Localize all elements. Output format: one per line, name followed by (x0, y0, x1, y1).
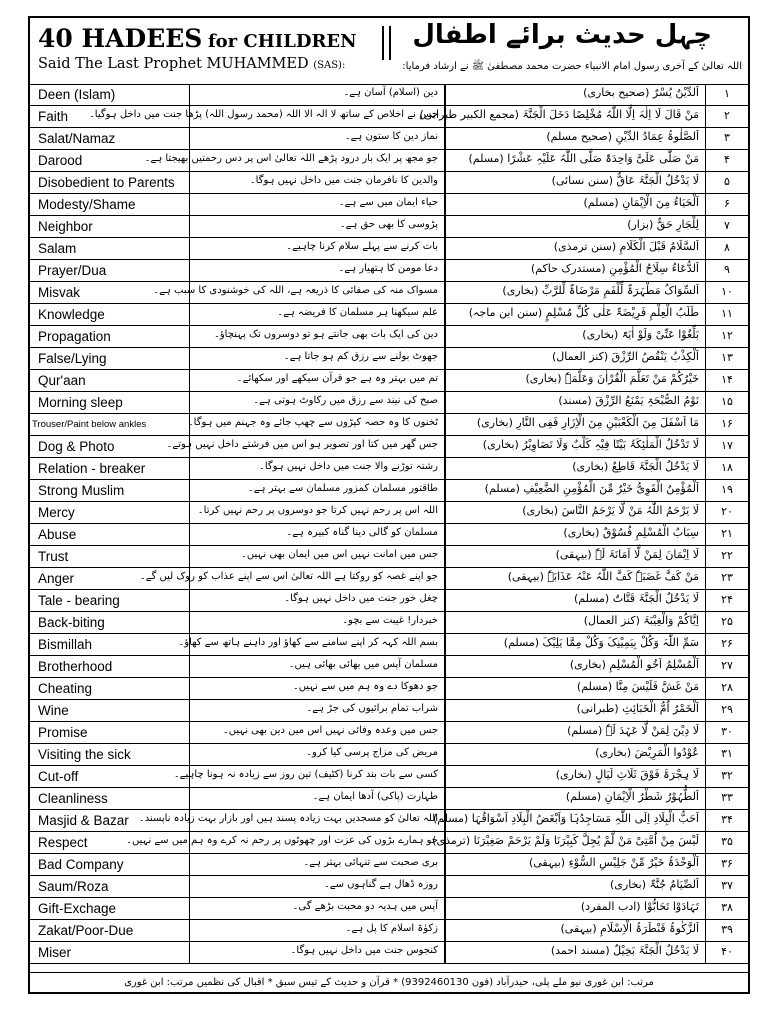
hadees-arabic: اَلزَّکٰوۃُ قَنْطَرَۃُ الْاِسْلَامِ (بیہقی) (446, 920, 706, 941)
topic-english: Faith (30, 106, 190, 127)
table-row (30, 524, 748, 546)
hadees-number: ۳۱ (721, 747, 733, 760)
hadees-number: ۳۴ (721, 813, 733, 826)
topic-english: Deen (Islam) (30, 84, 190, 105)
topic-english: Anger (30, 568, 190, 589)
topic-english: Miser (30, 942, 190, 963)
hadees-arabic: لَا یَدْخُلُ الْجَنَّۃَ قَاطِعٌ (بخاری) (446, 458, 706, 479)
table-row (30, 722, 748, 744)
topic-english: Darood (30, 150, 190, 171)
hadees-number: ۳۰ (721, 725, 733, 738)
topic-english: Cut-off (30, 766, 190, 787)
topic-english: Back-biting (30, 612, 190, 633)
topic-english: Masjid & Bazar (30, 810, 190, 831)
subtitle-sas: (SAS): (313, 60, 346, 71)
hadees-arabic: مَا اَسْفَلَ مِنَ الْکَعْبَیْنِ مِنَ الْاِزَارِ فَفِی النَّارِ (بخاری) (446, 414, 706, 435)
table-row (30, 898, 748, 920)
hadees-number: ۲۳ (721, 571, 733, 584)
table-row (30, 810, 748, 832)
topic-english: Cheating (30, 678, 190, 699)
table-row (30, 392, 748, 414)
table-row (30, 282, 748, 304)
table-row (30, 128, 748, 150)
hadees-number: ۱۱ (721, 307, 733, 320)
page-title (38, 24, 357, 53)
hadees-arabic: اِیَّاکُمْ وَالْغِیْبَۃَ (کنز العمال) (446, 612, 706, 633)
title-main: 40 HADEES (38, 24, 203, 53)
hadees-arabic: لَا دِیْنَ لِمَنْ لَّا عَہْدَ لَہٗ (مسلم) (446, 722, 706, 743)
hadees-sheet (28, 16, 750, 994)
translation-urdu: جس میں وعدہ وفائی نہیں اس میں دین بھی نہیں۔ (190, 722, 446, 743)
hadees-number: ۱ (724, 87, 730, 100)
sheet-header (30, 18, 748, 85)
table-row (30, 788, 748, 810)
hadees-arabic: اَحَبُّ الْبِلَادِ اِلَی اللّٰہِ مَسَاجِدُہَا وَاَبْغَضُ الْبِلَادِ اَسْوَاقُہَا (مسلم) (446, 810, 706, 831)
topic-english: Cleanliness (30, 788, 190, 809)
hadees-arabic: عُوْدُوا الْمَرِیْضَ (بخاری) (446, 744, 706, 765)
translation-urdu: کسی سے بات بند کرنا (کٹیف) تین روز سے زیادہ نہ ہونا چاہیے۔ (190, 766, 446, 787)
hadees-arabic: اَلسِّوَاکُ مَطْہَرَۃٌ لِّلْفَمِ مَرْضَاۃٌ لِّلرَّبِّ (بخاری) (446, 282, 706, 303)
hadees-number: ۲۵ (721, 615, 733, 628)
hadees-number: ۲ (724, 109, 730, 122)
table-row (30, 458, 748, 480)
table-row (30, 304, 748, 326)
translation-urdu: مریض کی مزاج پرسی کیا کرو۔ (190, 744, 446, 765)
table-row (30, 414, 748, 436)
topic-english: Wine (30, 700, 190, 721)
table-row (30, 150, 748, 172)
table-row (30, 480, 748, 502)
topic-english: Propagation (30, 326, 190, 347)
translation-urdu: آپس میں ہدیہ دو محبت بڑھے گی۔ (190, 898, 446, 919)
hadees-arabic: بَلِّغُوْا عَنِّیْ وَلَوْ اٰیَۃً (بخاری) (446, 326, 706, 347)
hadees-arabic: سَمِّ اللّٰہَ وَکُلْ بِیَمِیْنِکَ وَکُلْ مِمَّا یَلِیْکَ (مسلم) (446, 634, 706, 655)
hadees-arabic: اَلسَّلَامُ قَبْلَ الْکَلَامِ (سنن ترمذی) (446, 238, 706, 259)
hadees-number: ۲۱ (721, 527, 733, 540)
translation-urdu: والدین کا نافرمان جنت میں داخل نہیں ہوگا۔ (190, 172, 446, 193)
translation-urdu: مسواک منہ کی صفائی کا ذریعہ ہے، اللہ کی خوشنودی کا سبب ہے۔ (190, 282, 446, 303)
hadees-number: ۳۸ (721, 901, 733, 914)
hadees-arabic: اَلْمُؤْمِنُ الْقَوِیُّ خَیْرٌ مِّنَ الْمُؤْمِنِ الضَّعِیْفِ (مسلم) (446, 480, 706, 501)
translation-urdu: جس میں امانت نہیں اس میں ایمان بھی نہیں۔ (190, 546, 446, 567)
topic-english: Gift-Exchage (30, 898, 190, 919)
topic-english: Saum/Roza (30, 876, 190, 897)
hadees-number: ۱۰ (721, 285, 733, 298)
translation-urdu: دین کی ایک بات بھی جانتے ہو تو دوسروں تک پہنچاؤ۔ (190, 326, 446, 347)
translation-urdu: مسلمان کو گالی دینا گناہ کبیرہ ہے۔ (190, 524, 446, 545)
hadees-arabic: مَنْ کَفَّ غَضَبَہٗ کَفَّ اللّٰہُ عَنْہُ عَذَابَہٗ (بیہقی) (446, 568, 706, 589)
hadees-arabic: لَا یَدْخُلُ الْجَنَّۃَ بَخِیْلٌ (مسند احمد) (446, 942, 706, 963)
topic-english: Trouser/Paint below ankles (30, 414, 190, 435)
translation-urdu: چغل خور جنت میں داخل نہیں ہوگا۔ (190, 590, 446, 611)
hadees-number: ۱۷ (721, 439, 733, 452)
translation-urdu: جو ہمارے بڑوں کی عزت اور چھوٹوں پر رحم نہ کرے وہ ہم میں سے نہیں۔ (190, 832, 446, 853)
hadees-arabic: لَا یَدْخُلُ الْجَنَّۃَ عَاقٌّ (سنن نسائی) (446, 172, 706, 193)
topic-english: Promise (30, 722, 190, 743)
table-row (30, 172, 748, 194)
hadees-arabic: مَنْ غَشَّ فَلَیْسَ مِنَّا (مسلم) (446, 678, 706, 699)
topic-english: Qur'aan (30, 370, 190, 391)
translation-urdu: صبح کی نیند سے رزق میں رکاوٹ ہوتی ہے۔ (190, 392, 446, 413)
hadees-number: ۹ (724, 263, 730, 276)
hadees-number: ۲۰ (721, 505, 733, 518)
hadees-arabic: اَلْحَیَاءُ مِنَ الْاِیْمَانِ (مسلم) (446, 194, 706, 215)
translation-urdu: کنجوس جنت میں داخل نہیں ہوگا۔ (190, 942, 446, 963)
hadees-number: ۵ (724, 175, 730, 188)
hadees-number: ۴ (724, 153, 730, 166)
table-row (30, 612, 748, 634)
table-row (30, 678, 748, 700)
topic-english: Dog & Photo (30, 436, 190, 457)
translation-urdu: جو مجھ پر ایک بار درود پڑھے اللہ تعالیٰ اس پر دس رحمتیں بھیجتا ہے۔ (190, 150, 446, 171)
table-row (30, 238, 748, 260)
table-row (30, 700, 748, 722)
hadees-arabic: مَنْ صَلّٰی عَلَیَّ وَاحِدَۃً صَلَّی اللّٰہُ عَلَیْہِ عَشْرًا (مسلم) (446, 150, 706, 171)
hadees-number: ۲۷ (721, 659, 733, 672)
page-title-urdu: چہل حدیث برائے اطفال (412, 20, 712, 50)
table-row (30, 744, 748, 766)
topic-english: Abuse (30, 524, 190, 545)
subtitle-main: Said The Last Prophet MUHAMMED (38, 56, 309, 72)
table-row (30, 766, 748, 788)
hadees-number: ۱۹ (721, 483, 733, 496)
translation-urdu: جس گھر میں کتا اور تصویر ہو اس میں فرشتے داخل نہیں ہوتے۔ (190, 436, 446, 457)
table-row (30, 260, 748, 282)
table-row (30, 348, 748, 370)
topic-english: Salam (30, 238, 190, 259)
hadees-arabic: لَا تَدْخُلُ الْمَلٰئِکَۃُ بَیْتًا فِیْہِ کَلْبٌ وَلَا تَصَاوِیْرُ (بخاری) (446, 436, 706, 457)
translation-urdu: بری صحبت سے تنہائی بہتر ہے۔ (190, 854, 446, 875)
translation-urdu: زکوٰۃ اسلام کا پل ہے۔ (190, 920, 446, 941)
table-row (30, 216, 748, 238)
hadees-number: ۱۴ (721, 373, 733, 386)
hadees-arabic: مَنْ قَالَ لَا اِلٰہَ اِلَّا اللّٰہُ مُخْلِصًا دَخَلَ الْجَنَّۃَ (مجمع الکبیر طبرانی) (446, 106, 706, 127)
translation-urdu: بات کرنے سے پہلے سلام کرنا چاہیے۔ (190, 238, 446, 259)
topic-english: Trust (30, 546, 190, 567)
hadees-table (30, 84, 748, 964)
hadees-arabic: اَلصِّیَامُ جُنَّۃٌ (بخاری) (446, 876, 706, 897)
topic-english: Respect (30, 832, 190, 853)
translation-urdu: جو اپنے غصہ کو روکتا ہے اللہ تعالیٰ اس سے اپنے عذاب کو روک لیں گے۔ (190, 568, 446, 589)
hadees-number: ۳۷ (721, 879, 733, 892)
hadees-number: ۱۸ (721, 461, 733, 474)
table-row (30, 568, 748, 590)
topic-english: Bismillah (30, 634, 190, 655)
hadees-number: ۳ (724, 131, 730, 144)
hadees-arabic: لَا ہِجْرَۃَ فَوْقَ ثَلَاثِ لَیَالٍ (بخاری) (446, 766, 706, 787)
hadees-number: ۴۰ (721, 945, 733, 958)
topic-english: Disobedient to Parents (30, 172, 190, 193)
translation-urdu: پڑوسی کا بھی حق ہے۔ (190, 216, 446, 237)
translation-urdu: طاقتور مسلمان کمزور مسلمان سے بہتر ہے۔ (190, 480, 446, 501)
topic-english: Morning sleep (30, 392, 190, 413)
page-subtitle-urdu: اللہ تعالیٰ کے آخری رسول امام الانبیاء حضرت محمد مصطفیٰ ﷺ نے ارشاد فرمایا: (402, 61, 742, 72)
table-row (30, 854, 748, 876)
topic-english: Modesty/Shame (30, 194, 190, 215)
translation-urdu: جو دھوکا دے وہ ہم میں سے نہیں۔ (190, 678, 446, 699)
translation-urdu: رشتہ توڑنے والا جنت میں داخل نہیں ہوگا۔ (190, 458, 446, 479)
hadees-arabic: اَلصَّلٰوۃُ عِمَادُ الدِّیْنِ (صحیح مسلم) (446, 128, 706, 149)
hadees-number: ۲۲ (721, 549, 733, 562)
table-row (30, 656, 748, 678)
hadees-number: ۲۶ (721, 637, 733, 650)
hadees-arabic: اَلطُّہُوْرُ شَطْرُ الْاِیْمَانِ (مسلم) (446, 788, 706, 809)
hadees-arabic: اَلدِّیْنُ یُسْرٌ (صحیح بخاری) (446, 84, 706, 105)
translation-urdu: تم میں بہتر وہ ہے جو قرآن سیکھے اور سکھائے۔ (190, 370, 446, 391)
hadees-arabic: لَا اِیْمَانَ لِمَنْ لَّا اَمَانَۃَ لَہٗ (بیہقی) (446, 546, 706, 567)
table-row (30, 84, 748, 106)
topic-english: Bad Company (30, 854, 190, 875)
table-row (30, 634, 748, 656)
hadees-number: ۳۲ (721, 769, 733, 782)
hadees-arabic: اَلْکِذْبُ یَنْقُصُ الرِّزْقَ (کنز العمال) (446, 348, 706, 369)
table-row (30, 502, 748, 524)
hadees-number: ۳۶ (721, 857, 733, 870)
hadees-number: ۲۹ (721, 703, 733, 716)
hadees-number: ۲۴ (721, 593, 733, 606)
translation-urdu: جس نے اخلاص کے ساتھ لا الہ الا اللہ (محمد رسول اللہ) پڑھا جنت میں داخل ہوگیا۔ (190, 106, 446, 127)
topic-english: Zakat/Poor-Due (30, 920, 190, 941)
table-row (30, 194, 748, 216)
hadees-number: ۱۵ (721, 395, 733, 408)
translation-urdu: مسلمان آپس میں بھائی بھائی ہیں۔ (190, 656, 446, 677)
topic-english: Neighbor (30, 216, 190, 237)
hadees-arabic: لِلْجَارِ حَقٌّ (بزار) (446, 216, 706, 237)
hadees-arabic: اَلْوَحْدَۃُ خَیْرٌ مِّنْ جَلِیْسِ السُّوْءِ (بیہقی) (446, 854, 706, 875)
hadees-arabic: طَلَبُ الْعِلْمِ فَرِیْضَۃٌ عَلٰی کُلِّ مُسْلِمٍ (سنن ابن ماجہ) (446, 304, 706, 325)
hadees-arabic: اَلدُّعَاءُ سِلَاحُ الْمُؤْمِنِ (مستدرک حاکم) (446, 260, 706, 281)
topic-english: Prayer/Dua (30, 260, 190, 281)
table-row (30, 106, 748, 128)
table-row (30, 876, 748, 898)
hadees-number: ۷ (724, 219, 730, 232)
translation-urdu: بسم اللہ کہہ کر اپنے سامنے سے کھاؤ اور داہنے ہاتھ سے کھاؤ۔ (190, 634, 446, 655)
header-divider (382, 26, 391, 60)
table-row (30, 546, 748, 568)
translation-urdu: اللہ اس پر رحم نہیں کرتا جو دوسروں پر رحم نہیں کرتا۔ (190, 502, 446, 523)
translation-urdu: ٹخنوں کا وہ حصہ کپڑوں سے چھپ جائے وہ جہنم میں ہوگا۔ (190, 414, 446, 435)
topic-english: Strong Muslim (30, 480, 190, 501)
hadees-number: ۳۵ (721, 835, 733, 848)
table-row (30, 920, 748, 942)
translation-urdu: حیاء ایمان میں سے ہے۔ (190, 194, 446, 215)
table-row (30, 436, 748, 458)
hadees-arabic: نَوْمُ الصُّبْحَۃِ یَمْنَعُ الرِّزْقَ (مسند) (446, 392, 706, 413)
translation-urdu: نماز دین کا ستون ہے۔ (190, 128, 446, 149)
topic-english: Tale - bearing (30, 590, 190, 611)
hadees-arabic: لَا یَدْخُلُ الْجَنَّۃَ قَتَّاتٌ (مسلم) (446, 590, 706, 611)
sheet-footer: مرتب: ابن غوری نیو ملے پلی، حیدرآباد (فون 9392460130) * قرآن و حدیث کے تیس سبق * اقبال کی نظمیں مرتب: ابن غوری (30, 972, 748, 992)
hadees-arabic: تَہَادَوْا تَحَابُّوْا (ادب المفرد) (446, 898, 706, 919)
hadees-number: ۱۶ (721, 417, 733, 430)
title-rest: for CHILDREN (207, 31, 357, 52)
translation-urdu: روزہ ڈھال ہے گناہوں سے۔ (190, 876, 446, 897)
hadees-arabic: لَا یَرْحَمُ اللّٰہُ مَنْ لَّا یَرْحَمُ النَّاسَ (بخاری) (446, 502, 706, 523)
hadees-arabic: خَیْرُکُمْ مَنْ تَعَلَّمَ الْقُرْاٰنَ وَعَلَّمَہٗ (بخاری) (446, 370, 706, 391)
translation-urdu: دعا مومن کا ہتھیار ہے۔ (190, 260, 446, 281)
topic-english: False/Lying (30, 348, 190, 369)
hadees-arabic: سِبَابُ الْمُسْلِمِ فُسُوْقٌ (بخاری) (446, 524, 706, 545)
hadees-arabic: اَلْخَمْرُ اُمُّ الْخَبَائِثِ (طبرانی) (446, 700, 706, 721)
translation-urdu: علم سیکھنا ہر مسلمان کا فریضہ ہے۔ (190, 304, 446, 325)
translation-urdu: طہارت (پاکی) آدھا ایمان ہے۔ (190, 788, 446, 809)
page-subtitle (38, 56, 345, 72)
table-row (30, 832, 748, 854)
table-row (30, 370, 748, 392)
hadees-number: ۱۳ (721, 351, 733, 364)
table-row (30, 590, 748, 612)
topic-english: Mercy (30, 502, 190, 523)
hadees-arabic: لَیْسَ مِنْ اُمَّتِیْ مَنْ لَّمْ یُجِلَّ کَبِیْرَنَا وَلَمْ یَرْحَمْ صَغِیْرَنَا (ترمذی) (446, 832, 706, 853)
topic-english: Brotherhood (30, 656, 190, 677)
translation-urdu: جھوٹ بولنے سے رزق کم ہو جاتا ہے۔ (190, 348, 446, 369)
hadees-number: ۳۹ (721, 923, 733, 936)
translation-urdu: دین (اسلام) آسان ہے۔ (190, 84, 446, 105)
table-row (30, 326, 748, 348)
topic-english: Misvak (30, 282, 190, 303)
hadees-number: ۱۲ (721, 329, 733, 342)
topic-english: Relation - breaker (30, 458, 190, 479)
translation-urdu: خبردار! غیبت سے بچو۔ (190, 612, 446, 633)
topic-english: Knowledge (30, 304, 190, 325)
hadees-number: ۸ (724, 241, 730, 254)
translation-urdu: شراب تمام برائیوں کی جڑ ہے۔ (190, 700, 446, 721)
hadees-number: ۶ (724, 197, 730, 210)
topic-english: Visiting the sick (30, 744, 190, 765)
hadees-number: ۳۳ (721, 791, 733, 804)
hadees-number: ۲۸ (721, 681, 733, 694)
topic-english: Salat/Namaz (30, 128, 190, 149)
hadees-arabic: اَلْمُسْلِمُ اَخُو الْمُسْلِمِ (بخاری) (446, 656, 706, 677)
table-row (30, 942, 748, 964)
translation-urdu: اللہ تعالیٰ کو مسجدیں بہت زیادہ پسند ہیں اور بازار بہت زیادہ ناپسند۔ (190, 810, 446, 831)
